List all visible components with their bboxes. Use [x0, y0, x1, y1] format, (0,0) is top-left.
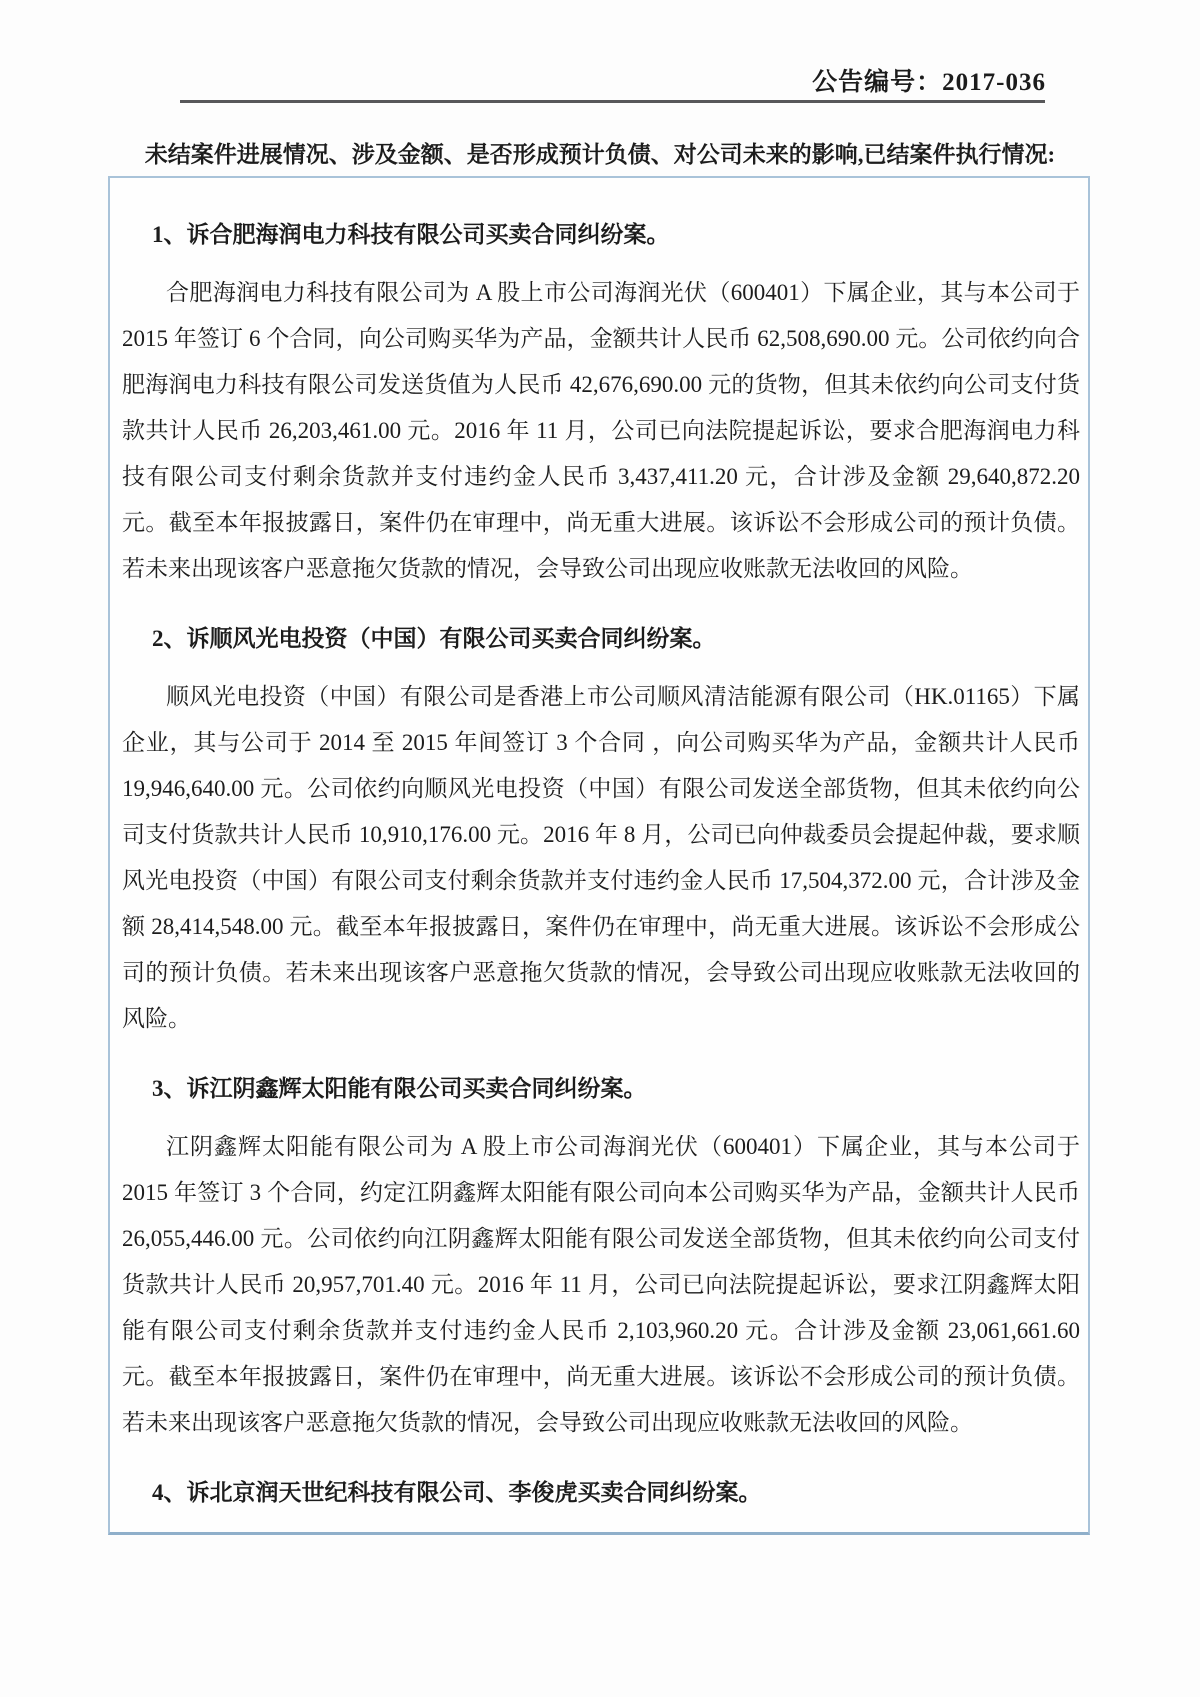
case-title-3: 3、诉江阴鑫辉太阳能有限公司买卖合同纠纷案。	[152, 1076, 647, 1101]
notice-number: 公告编号：2017-036	[812, 69, 1046, 96]
case-body-3: 江阴鑫辉太阳能有限公司为 A 股上市公司海润光伏（600401）下属企业，其与本公司于 2015 年签订 3 个合同，约定江阴鑫辉太阳能有限公司向本公司购买华为产品，金额共计人民币 26,055,446.00 元。公司依约向江阴鑫辉太阳能有限公司发送全部货物，但其未依约向公司支付货款共计人民币 20,957,701.40 元。2016 年 11 月，公司已向法院提起诉讼，要求江阴鑫辉太阳能有限公司支付剩余货款并支付违约金人民币 2,103,960.20 元。合计涉及金额 23,061,661.60 元。截至本年报披露日，案件仍在审理中，尚无重大进展。该诉讼不会形成公司的预计负债。若未来出现该客户恶意拖欠货款的情况，会导致公司出现应收账款无法收回的风险。	[122, 1134, 1080, 1435]
intro-heading: 未结案件进展情况、涉及金额、是否形成预计负债、对公司未来的影响,已结案件执行情况:	[144, 142, 1056, 167]
case-body-1: 合肥海润电力科技有限公司为 A 股上市公司海润光伏（600401）下属企业，其与本公司于 2015 年签订 6 个合同，向公司购买华为产品，金额共计人民币 62,508,690.00 元。公司依约向合肥海润电力科技有限公司发送货值为人民币 42,676,690.00 元的货物，但其未依约向公司支付货款共计人民币 26,203,461.00 元。2016 年 11 月，公司已向法院提起诉讼，要求合肥海润电力科技有限公司支付剩余货款并支付违约金人民币 3,437,411.20 元，合计涉及金额 29,640,872.20 元。截至本年报披露日，案件仍在审理中，尚无重大进展。该诉讼不会形成公司的预计负债。若未来出现该客户恶意拖欠货款的情况，会导致公司出现应收账款无法收回的风险。	[122, 280, 1080, 581]
case-title-1: 1、诉合肥海润电力科技有限公司买卖合同纠纷案。	[152, 222, 670, 247]
cases-box	[108, 176, 1090, 1535]
case-body-2: 顺风光电投资（中国）有限公司是香港上市公司顺风清洁能源有限公司（HK.01165）下属企业，其与公司于 2014 至 2015 年间签订 3 个合同 ，向公司购买华为产品，金额共计人民币 19,946,640.00 元。公司依约向顺风光电投资（中国）有限公司发送全部货物，但其未依约向公司支付货款共计人民币 10,910,176.00 元。2016 年 8 月，公司已向仲裁委员会提起仲裁，要求顺风光电投资（中国）有限公司支付剩余货款并支付违约金人民币 17,504,372.00 元，合计涉及金额 28,414,548.00 元。截至本年报披露日，案件仍在审理中，尚无重大进展。该诉讼不会形成公司的预计负债。若未来出现该客户恶意拖欠货款的情况，会导致公司出现应收账款无法收回的风险。	[122, 684, 1080, 1031]
header-rule	[180, 100, 1045, 103]
case-title-2: 2、诉顺风光电投资（中国）有限公司买卖合同纠纷案。	[152, 626, 716, 651]
case-title-4: 4、诉北京润天世纪科技有限公司、李俊虎买卖合同纠纷案。	[152, 1480, 762, 1505]
